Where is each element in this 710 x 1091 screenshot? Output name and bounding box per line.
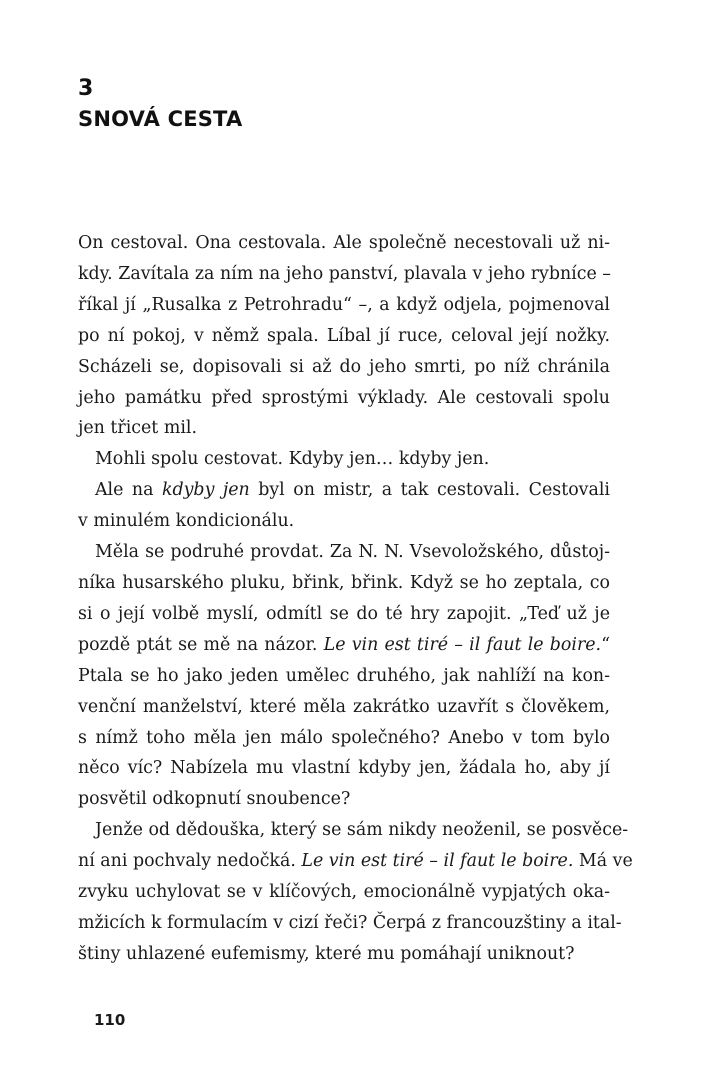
- text-line: níka husarského pluku, břink, břink. Když se ho zeptala, co: [78, 572, 610, 593]
- italic-text: Le vin est tiré – il faut le boire.: [301, 851, 574, 872]
- text-line: jen třicet mil.: [78, 418, 197, 439]
- text-run: Ale na: [95, 480, 162, 501]
- text-line: něco víc? Nabízela mu vlastní kdyby jen, žádala ho, aby jí: [78, 758, 610, 779]
- text-line: Mohli spolu cestovat. Kdyby jen… kdyby jen.: [95, 449, 490, 470]
- text-line: posvětil odkopnutí snoubence?: [78, 789, 351, 810]
- text-line: Jenže od dědouška, který se sám nikdy neoženil, se posvěce-: [95, 820, 629, 841]
- text-line: v minulém kondicionálu.: [78, 511, 295, 532]
- text-line: [78, 846, 633, 877]
- chapter-title: SNOVÁ CESTA: [78, 107, 243, 131]
- text-run: “: [601, 634, 610, 655]
- chapter-number: 3: [78, 76, 94, 101]
- text-run: pozdě ptát se mě na názor.: [78, 634, 324, 655]
- text-line: po ní pokoj, v němž spala. Líbal jí ruce, celoval její nožky.: [78, 325, 610, 346]
- text-line: mžicích k formulacím v cizí řeči? Čerpá z francouzštiny a ital-: [78, 912, 622, 933]
- italic-text: kdyby jen: [161, 480, 250, 501]
- text-line: si o její volbě myslí, odmítl se do té hry zapojit. „Teď už je: [78, 603, 610, 624]
- text-line: venční manželství, které měla zakrátko uzavřít s člověkem,: [78, 696, 610, 717]
- text-line: kdy. Zavítala za ním na jeho panství, plavala v jeho rybníce –: [78, 263, 612, 284]
- italic-text: Le vin est tiré – il faut le boire.: [323, 634, 602, 655]
- text-line: jeho památku před sprostými výklady. Ale cestovali spolu: [78, 387, 610, 408]
- text-run: ní ani pochvaly nedočká.: [78, 851, 302, 872]
- text-line: říkal jí „Rusalka z Petrohradu“ –, a když odjela, pojmenoval: [78, 294, 610, 315]
- text-line: [78, 475, 610, 506]
- text-line: Scházeli se, dopisovali si až do jeho smrti, po níž chránila: [78, 356, 610, 377]
- body-text: [78, 228, 633, 970]
- text-line: Ptala se ho jako jeden umělec druhého, jak nahlíží na kon-: [78, 665, 610, 686]
- text-line: Měla se podruhé provdat. Za N. N. Vsevoložského, důstoj-: [95, 542, 610, 563]
- page-number: 110: [94, 1011, 126, 1029]
- text-run: Má ve: [573, 851, 633, 872]
- text-line: [78, 630, 610, 661]
- text-line: zvyku uchylovat se v klíčových, emocionálně vypjatých oka-: [78, 882, 610, 903]
- text-run: byl on mistr, a tak cestovali. Cestovali: [249, 480, 610, 501]
- chapter-heading: [78, 74, 242, 134]
- text-line: On cestoval. Ona cestovala. Ale společně necestovali už ni-: [78, 233, 610, 253]
- text-line: s nímž toho měla jen málo společného? Anebo v tom bylo: [78, 727, 610, 748]
- text-line: štiny uhlazené eufemismy, které mu pomáhají uniknout?: [78, 943, 575, 964]
